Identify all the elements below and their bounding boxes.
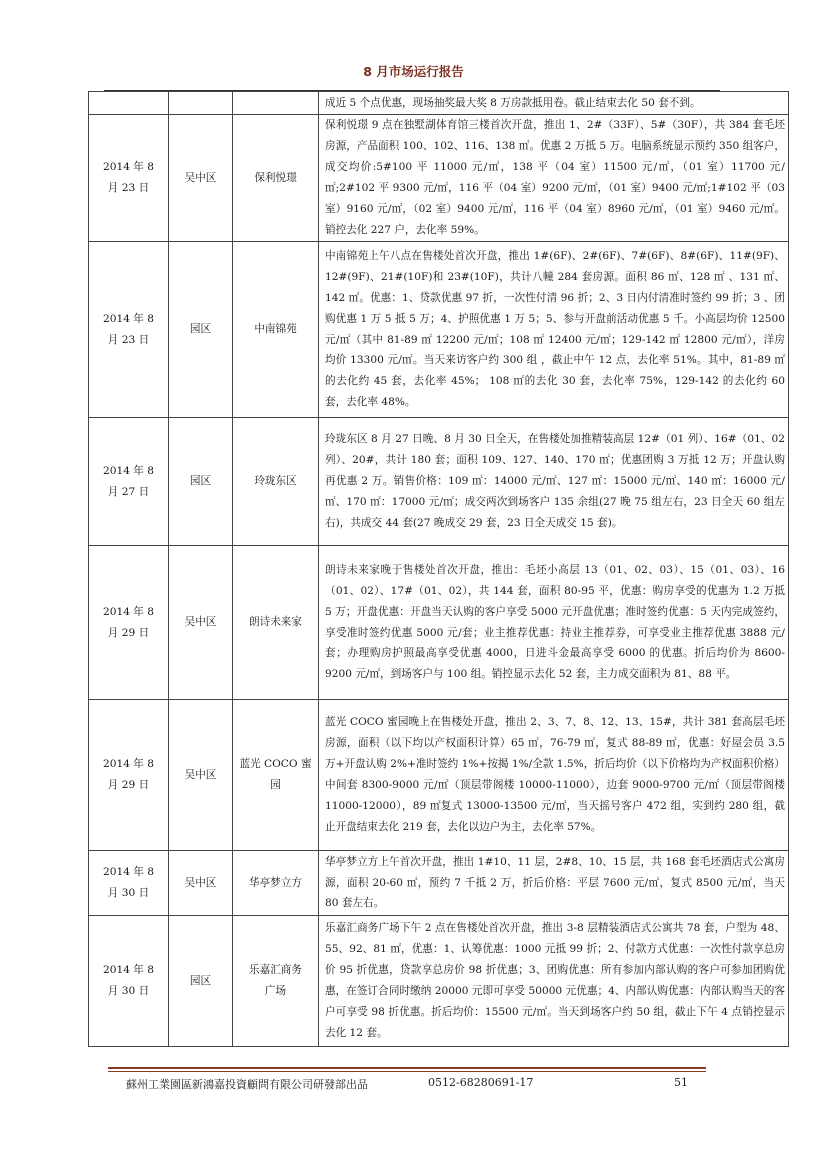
description-cell: 成近 5 个点优惠，现场抽奖最大奖 8 万房款抵用卷。截止结束去化 50 套不到。: [319, 92, 789, 115]
project-cell: [233, 92, 319, 115]
project-cell: 中南锦苑: [233, 242, 319, 418]
area-cell: 吴中区: [169, 700, 233, 851]
date-cell: 2014 年 8 月 30 日: [89, 916, 169, 1047]
area-cell: 吴中区: [169, 546, 233, 700]
area-cell: 园区: [169, 916, 233, 1047]
project-cell: 乐嘉汇商务 广场: [233, 916, 319, 1047]
table-row: [89, 546, 789, 700]
area-cell: 园区: [169, 418, 233, 546]
page-header-title: 8 月市场运行报告: [363, 64, 464, 79]
table-row: [89, 851, 789, 916]
area-cell: 吴中区: [169, 115, 233, 242]
footer-company: 蘇州工業園區新鴻嘉投資顧問有限公司研發部出品: [126, 1078, 368, 1091]
date-cell: [89, 92, 169, 115]
date-cell: 2014 年 8 月 29 日: [89, 546, 169, 700]
table-row: [89, 242, 789, 418]
project-cell: 保利悦璟: [233, 115, 319, 242]
area-cell: 园区: [169, 242, 233, 418]
footer-divider-thin: [108, 1071, 706, 1072]
project-cell: 玲珑东区: [233, 418, 319, 546]
area-cell: [169, 92, 233, 115]
table-row: [89, 418, 789, 546]
project-cell: 朗诗未来家: [233, 546, 319, 700]
description-cell: 蓝光 COCO 蜜园晚上在售楼处开盘，推出 2、3、7、8、12、13、15#，共计 381 套高层毛坯房源，面积（以下均以产权面积计算）65 ㎡，76-79 ㎡，复式 88-89 ㎡，优惠：好屋会员 3.5 万+开盘认购 2%+准时签约 1%+按揭 1%/全款 1.5%，折后均价（以下价格均为产权面积价格）中间套 8300-9000 元/㎡（顶层带阁楼 10000-11000），边套 9000-9700 元/㎡（顶层带阁楼 11000-12000），89 ㎡复式 13000-13500 元/㎡，当天摇号客户 472 组，实到约 280 组，截止开盘结束去化 219 套，去化以边户为主，去化率 57%。: [319, 700, 789, 851]
footer-phone: 0512-68280691-17: [428, 1076, 534, 1089]
project-cell: 华亭梦立方: [233, 851, 319, 916]
project-cell: 蓝光 COCO 蜜 园: [233, 700, 319, 851]
footer-divider-thick: [108, 1067, 706, 1069]
date-cell: 2014 年 8 月 29 日: [89, 700, 169, 851]
table-row: [89, 115, 789, 242]
description-cell: 华亭梦立方上午首次开盘，推出 1#10、11 层，2#8、10、15 层，共 168 套毛坯酒店式公寓房源，面积 20-60 ㎡，预约 7 千抵 2 万，折后价格：平层 7600 元/㎡，复式 8500 元/㎡，当天 80 套左右。: [319, 851, 789, 916]
description-cell: 玲珑东区 8 月 27 日晚、8 月 30 日全天，在售楼处加推精装高层 12#（01 列）、16#（01、02 列）、20#，共计 180 套；面积 109、127、140、170 ㎡；优惠团购 3 万抵 12 万；开盘认购再优惠 2 万。销售价格：109 ㎡：14000 元/㎡、127 ㎡：15000 元/㎡、140 ㎡：16000 元/㎡、170 ㎡：17000 元/㎡；成交两次到场客户 135 余组(27 晚 75 组左右，23 日全天 60 组左右)，共成交 44 套(27 晚成交 29 套，23 日全天成交 15 套)。: [319, 418, 789, 546]
date-cell: 2014 年 8 月 23 日: [89, 115, 169, 242]
table-row: [89, 700, 789, 851]
description-cell: 朗诗未来家晚于售楼处首次开盘，推出：毛坯小高层 13（01、02、03）、15（01、03）、16（01、02）、17#（01、02），共 144 套，面积 80-95 平，优惠：购房享受的优惠为 1.2 万抵 5 万；开盘优惠：开盘当天认购的客户享受 5000 元开盘优惠；准时签约优惠：5 天内完成签约，享受准时签约优惠 5000 元/套；业主推荐优惠：持业主推荐券，可享受业主推荐优惠 3888 元/套；办理购房护照最高享受优惠 4000，日进斗金最高享受 6000 的优惠。折后均价为 8600-9200 元/㎡，到场客户与 100 组。销控显示去化 52 套，主力成交面积为 81、88 平。: [319, 546, 789, 700]
table-row: [89, 92, 789, 115]
area-cell: 吴中区: [169, 851, 233, 916]
description-cell: 保利悦璟 9 点在独墅湖体育馆三楼首次开盘，推出 1、2#（33F）、5#（30F），共 384 套毛坯房源，产品面积 100、102、116、138 ㎡。优惠 2 万抵 5 万。电脑系统显示预约 350 组客户，成交均价:5#100 平 11000 元/㎡，138 平（04 室）11500 元/㎡，（01 室）11700 元/㎡;2#102 平 9300 元/㎡，116 平（04 室）9200 元/㎡，（01 室）9400 元/㎡;1#102 平（03 室）9160 元/㎡，（02 室）9400 元/㎡，116 平（04 室）8960 元/㎡，（01 室）9460 元/㎡。销控去化 227 户，去化率 59%。: [319, 115, 789, 242]
date-cell: 2014 年 8 月 30 日: [89, 851, 169, 916]
date-cell: 2014 年 8 月 23 日: [89, 242, 169, 418]
description-cell: 中南锦苑上午八点在售楼处首次开盘，推出 1#(6F)、2#(6F)、7#(6F)、8#(6F)、11#(9F)、12#(9F)、21#(10F)和 23#(10F)，共计八幢 284 套房源。面积 86 ㎡、128 ㎡ 、131 ㎡、142 ㎡。优惠：1、贷款优惠 97 折，一次性付清 96 折；2、3 日内付清准时签约 99 折；3 、团购优惠 1 万 5 抵 5 万；4、护照优惠 1 万 5；5、参与开盘前活动优惠 5 千。小高层均价 12500 元/㎡（其中 81-89 ㎡ 12200 元/㎡；108 ㎡ 12400 元/㎡；129-142 ㎡ 12800 元/㎡），洋房均价 13300 元/㎡。当天来访客户约 300 组 ，截止中午 12 点，去化率 51%。其中，81-89 ㎡的去化约 45 套，去化率 45%； 108 ㎡的去化 30 套，去化率 75%，129-142 的去化约 60 套，去化率 48%。: [319, 242, 789, 418]
date-cell: 2014 年 8 月 27 日: [89, 418, 169, 546]
table-row: [89, 916, 789, 1047]
project-table: [88, 91, 789, 1047]
page-number: 51: [674, 1076, 688, 1089]
description-cell: 乐嘉汇商务广场下午 2 点在售楼处首次开盘，推出 3-8 层精装酒店式公寓共 78 套，户型为 48、55、92、81 ㎡，优惠：1、认筹优惠：1000 元抵 99 折；2、付款方式优惠：一次性付款享总房价 95 折优惠，贷款享总房价 98 折优惠；3、团购优惠：所有参加内部认购的客户可参加团购优惠，在签订合同时缴纳 20000 元即可享受 50000 元优惠；4、内部认购优惠：内部认购当天的客户可享受 98 折优惠。折后均价：15500 元/㎡。当天到场客户约 50 组，截止下午 4 点销控显示去化 12 套。: [319, 916, 789, 1047]
